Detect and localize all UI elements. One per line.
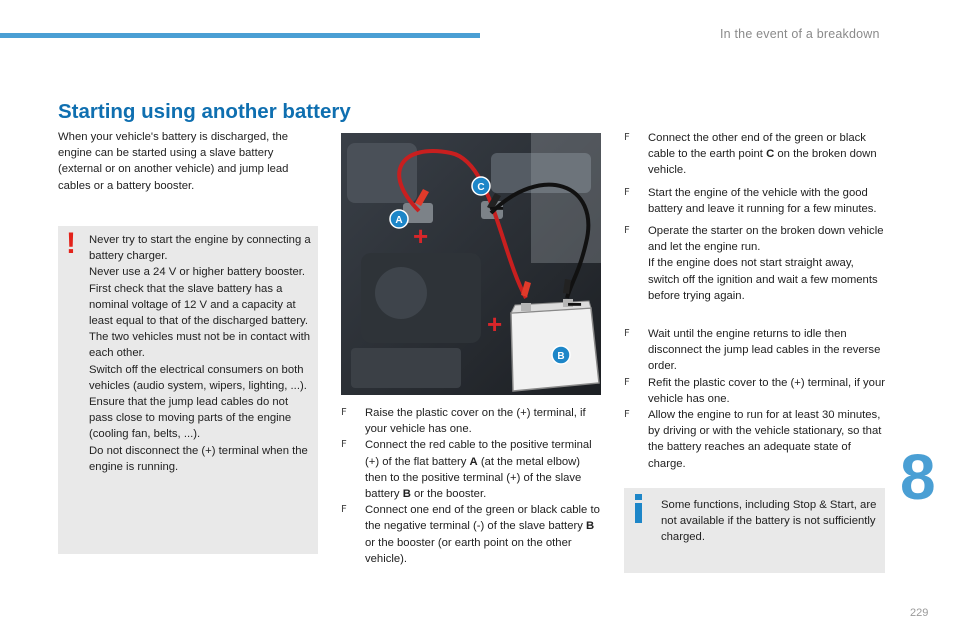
intro-paragraph: When your vehicle's battery is discharged, the engine can be started using a slave battery (external or on another vehicle) and jump lead cables or a battery booster. bbox=[58, 131, 289, 192]
step-item bbox=[341, 502, 603, 567]
slave-battery bbox=[511, 299, 599, 391]
label-b: B bbox=[557, 351, 565, 362]
step-reference-letter: B bbox=[586, 520, 595, 533]
label-c: C bbox=[477, 182, 485, 193]
info-text: Some functions, including Stop & Start, are not available if the battery is not sufficiently charged. bbox=[661, 499, 877, 544]
step-bullet: F bbox=[624, 376, 630, 388]
step-item bbox=[624, 407, 886, 472]
warning-line: Switch off the electrical consumers on both vehicles (audio system, wipers, lighting, ...). bbox=[89, 363, 307, 392]
step-item bbox=[624, 375, 886, 407]
step-text: or the booster. bbox=[410, 488, 487, 501]
positive-sign: + bbox=[413, 221, 429, 251]
step-reference-letter: C bbox=[766, 148, 775, 161]
step-item bbox=[624, 326, 886, 375]
warning-line: First check that the slave battery has a nominal voltage of 12 V and a capacity at least equal to that of the discharged battery. bbox=[89, 282, 308, 328]
step-text: Connect the red cable to the positive terminal (+) of the flat battery bbox=[365, 439, 592, 468]
step-text: Operate the starter on the broken down vehicle and let the engine run. bbox=[648, 225, 884, 254]
step-bullet: F bbox=[341, 407, 347, 418]
warning-icon: ! bbox=[66, 227, 76, 260]
step-text: If the engine does not start straight away, switch off the ignition and wait a few moments before trying again. bbox=[648, 257, 878, 302]
warning-line: Do not disconnect the (+) terminal when the engine is running. bbox=[89, 444, 308, 473]
step-item bbox=[341, 437, 603, 502]
step-reference-letter: B bbox=[402, 488, 411, 501]
step-text: (at the metal elbow) then to the positive terminal (+) of the slave battery bbox=[365, 455, 582, 501]
page-number: 229 bbox=[910, 607, 929, 619]
warning-line: The two vehicles must not be in contact with each other. bbox=[89, 331, 311, 360]
step-text: Wait until the engine returns to idle then disconnect the jump lead cables in the reverse order. bbox=[648, 328, 881, 373]
step-text: Refit the plastic cover to the (+) terminal, if your vehicle has one. bbox=[648, 376, 886, 405]
step-bullet: F bbox=[624, 225, 630, 237]
negative-sign: − bbox=[489, 193, 505, 223]
jump-start-figure bbox=[341, 133, 601, 395]
slave-positive-sign: + bbox=[487, 309, 503, 339]
step-text: on the broken down vehicle. bbox=[648, 148, 877, 177]
step-bullet: F bbox=[624, 186, 630, 198]
step-bullet: F bbox=[341, 439, 347, 451]
step-text: Raise the plastic cover on the (+) terminal, if your vehicle has one. bbox=[365, 407, 586, 436]
step-item bbox=[341, 405, 603, 437]
step-item bbox=[624, 130, 886, 179]
steps-list-middle bbox=[341, 405, 603, 567]
info-box bbox=[624, 488, 885, 573]
step-reference-letter: A bbox=[469, 455, 478, 468]
step-bullet: F bbox=[624, 328, 630, 339]
slave-negative-sign: − bbox=[567, 289, 583, 319]
step-text: Connect the other end of the green or black cable to the earth point bbox=[648, 132, 866, 161]
section-title: In the event of a breakdown bbox=[720, 27, 880, 41]
info-icon bbox=[635, 494, 642, 523]
step-bullet: F bbox=[624, 132, 630, 143]
warning-box bbox=[58, 226, 318, 554]
step-bullet: F bbox=[341, 504, 347, 516]
step-text: Allow the engine to run for at least 30 minutes, by driving or with the vehicle stationary, so that the battery reaches an adequate state of charge. bbox=[648, 409, 882, 470]
warning-line: Ensure that the jump lead cables do not pass close to moving parts of the engine (cooling fan, belts, ...). bbox=[89, 396, 292, 441]
chapter-number: 8 bbox=[900, 441, 936, 513]
label-a: A bbox=[395, 215, 403, 226]
header-accent-bar bbox=[0, 33, 480, 38]
page-title: Starting using another battery bbox=[58, 100, 351, 123]
step-bullet: F bbox=[624, 409, 630, 421]
step-text: Connect one end of the green or black cable to the negative terminal (-) of the slave battery bbox=[365, 504, 600, 533]
warning-text bbox=[89, 232, 311, 475]
step-text: or the booster (or earth point on the other vehicle). bbox=[365, 536, 572, 565]
step-text: Start the engine of the vehicle with the good battery and leave it running for a few minutes. bbox=[648, 186, 877, 215]
steps-list-right-bottom bbox=[624, 326, 886, 472]
warning-line: Never use a 24 V or higher battery booster. bbox=[89, 266, 306, 279]
steps-list-right-top bbox=[624, 130, 886, 310]
warning-line: Never try to start the engine by connecting a battery charger. bbox=[89, 234, 311, 263]
step-item bbox=[624, 223, 886, 304]
engine-bay-illustration bbox=[341, 133, 601, 395]
step-item bbox=[624, 185, 886, 217]
